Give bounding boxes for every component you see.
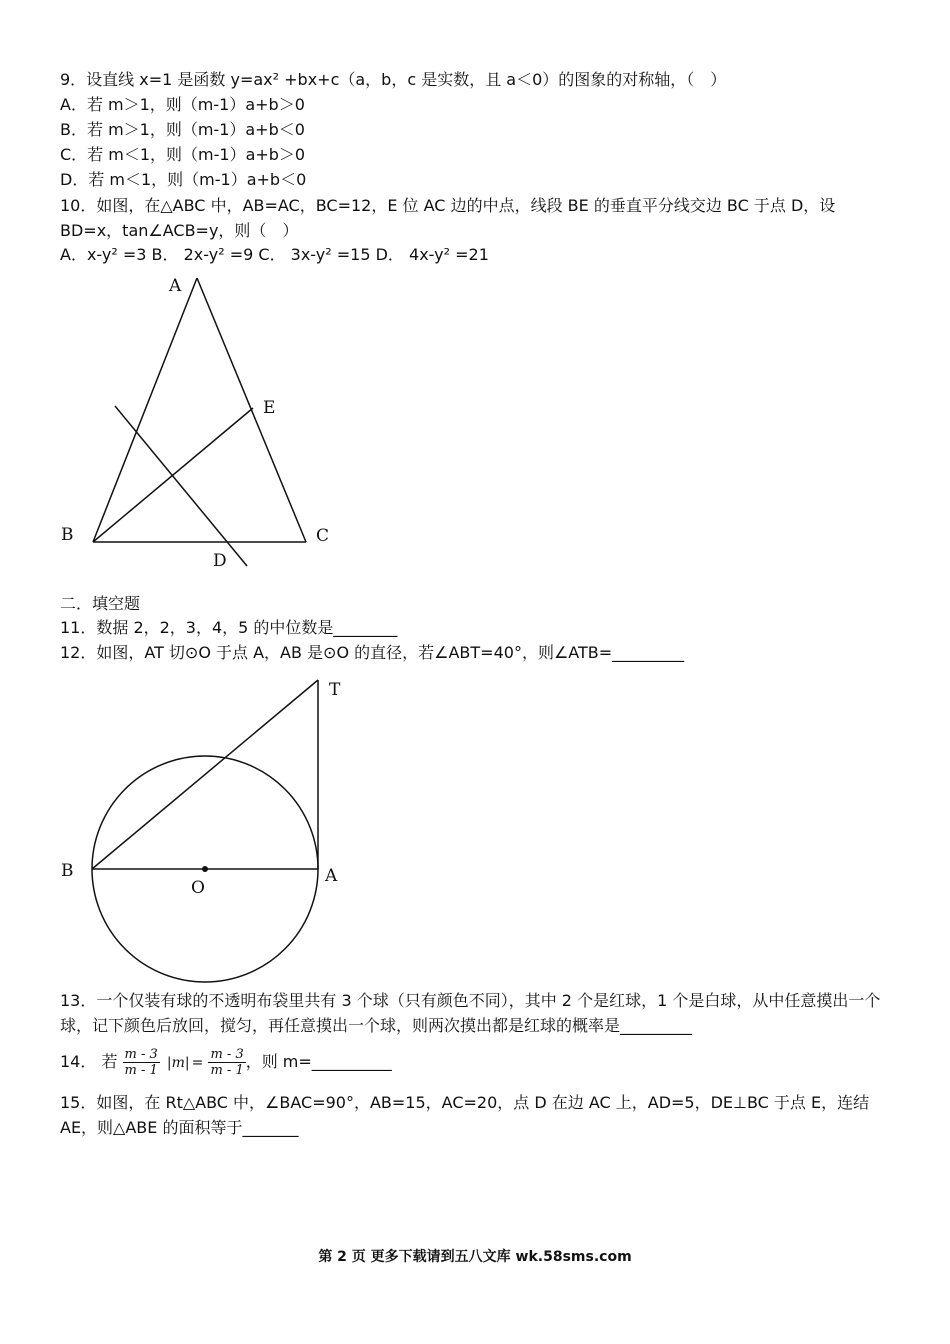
q10-options: A．x-y² =3 B． 2x-y² =9 C． 3x-y² =15 D． 4x-y² =21	[60, 245, 489, 264]
segment-bt	[92, 680, 318, 869]
fraction-1	[123, 1047, 160, 1078]
q14-suffix: ，则 m=__________	[245, 1052, 392, 1071]
q9-option-b: B．若 m＞1，则（m-1）a+b＜0	[60, 120, 305, 139]
q13: 13．一个仅装有球的不透明布袋里共有 3 个球（只有颜色不同），其中 2 个是红球，1 个是白球，从中任意摸出一个球，记下颜色后放回，搅匀，再任意摸出一个球，则两次摸出都是红球的概率是_________	[60, 991, 881, 1035]
fraction-2	[208, 1047, 245, 1078]
q15: 15．如图，在 Rt△ABC 中，∠BAC=90°，AB=15，AC=20，点 D 在边 AC 上，AD=5，DE⊥BC 于点 E，连结 AE，则△ABE 的面积等于_______	[60, 1093, 870, 1137]
q9-option-c: C．若 m＜1，则（m-1）a+b＞0	[60, 145, 306, 164]
label-a: A	[169, 276, 182, 296]
circle-figure	[55, 670, 355, 990]
abs-m: |m|	[166, 1055, 190, 1071]
q12-stem: 12．如图，AT 切⊙O 于点 A，AB 是⊙O 的直径，若∠ABT=40°，则∠ATB=_________	[60, 643, 685, 662]
page-footer: 第 2 页 更多下载请到五八文库 wk.58sms.com	[318, 1249, 632, 1265]
q9-option-a: A．若 m＞1，则（m-1）a+b＞0	[60, 95, 305, 114]
segment-be	[93, 408, 253, 542]
label-c: C	[316, 526, 330, 546]
fraction-1-numerator: m - 3	[124, 1047, 158, 1062]
segment-ab	[93, 278, 197, 542]
q14	[60, 1044, 392, 1081]
q9-option-d: D．若 m＜1，则（m-1）a+b＜0	[60, 170, 307, 189]
label-b: B	[61, 525, 74, 545]
q11: 11．数据 2，2，3，4，5 的中位数是________	[60, 618, 398, 637]
center-point	[202, 866, 208, 872]
fraction-2-numerator: m - 3	[210, 1047, 244, 1062]
equals-sign: =	[191, 1055, 204, 1071]
label-e: E	[263, 398, 276, 418]
label-o: O	[191, 878, 205, 898]
label-d: D	[213, 551, 227, 571]
q10-stem: 10．如图，在△ABC 中，AB=AC，BC=12，E 位 AC 边的中点，线段 BE 的垂直平分线交边 BC 于点 D，设 BD=x，tan∠ACB=y，则（ ）	[60, 196, 836, 240]
fraction-2-denominator: m - 1	[210, 1063, 244, 1078]
section-title: 二．填空题	[60, 594, 141, 613]
label-a: A	[325, 866, 338, 886]
label-b: B	[61, 861, 74, 881]
triangle-figure	[55, 270, 355, 575]
fraction-1-denominator: m - 1	[124, 1063, 158, 1078]
label-t: T	[329, 680, 341, 700]
q9-stem: 9．设直线 x=1 是函数 y=ax² +bx+c（a，b，c 是实数，且 a＜0）的图象的对称轴，（ ）	[60, 70, 727, 89]
q14-prefix: 14． 若	[60, 1052, 118, 1071]
